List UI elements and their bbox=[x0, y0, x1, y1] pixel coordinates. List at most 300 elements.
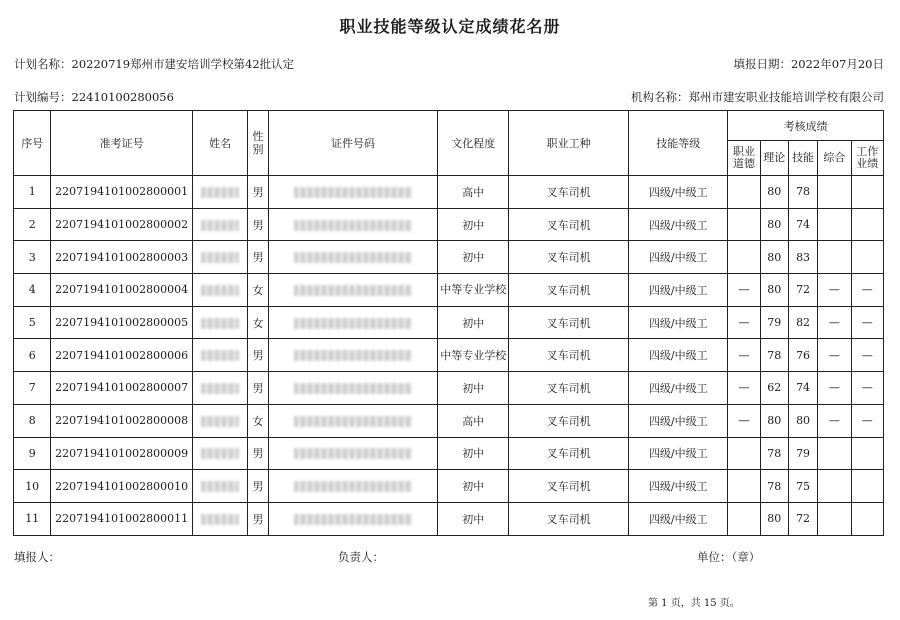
cell-overall-text: — bbox=[828, 414, 840, 428]
cell-work bbox=[851, 274, 883, 307]
cell-work-text: — bbox=[861, 414, 873, 428]
col-header-overall: 综合 bbox=[818, 141, 851, 176]
cell-work bbox=[851, 339, 883, 372]
col-header-assessment: 考核成绩 bbox=[728, 111, 884, 141]
cell-job-text: 叉车司机 bbox=[546, 447, 591, 461]
cell-seq bbox=[14, 372, 51, 405]
cell-name bbox=[192, 437, 248, 470]
cell-exam-no-text: 2207194101002800004 bbox=[55, 283, 189, 297]
cell-overall bbox=[818, 372, 851, 405]
table-row bbox=[14, 339, 884, 372]
cell-skill-text: 83 bbox=[796, 250, 811, 264]
cell-education bbox=[438, 502, 509, 535]
redacted-name bbox=[201, 285, 239, 296]
cell-ethics bbox=[728, 502, 760, 535]
cell-skill bbox=[788, 241, 817, 274]
cell-skill-text: 80 bbox=[796, 414, 811, 428]
cell-level bbox=[629, 339, 728, 372]
cell-gender-text: 男 bbox=[252, 447, 264, 461]
cell-level-text: 四级/中级工 bbox=[648, 218, 708, 232]
cell-name bbox=[192, 241, 248, 274]
cell-id-no bbox=[268, 208, 438, 241]
cell-work bbox=[851, 404, 883, 437]
cell-level bbox=[629, 404, 728, 437]
cell-theory-text: 80 bbox=[767, 414, 782, 428]
cell-theory-text: 78 bbox=[767, 479, 782, 493]
cell-skill-text: 72 bbox=[796, 283, 811, 297]
cell-skill bbox=[788, 470, 817, 503]
cell-overall-text: — bbox=[828, 316, 840, 330]
cell-work bbox=[851, 502, 883, 535]
cell-exam-no bbox=[51, 208, 192, 241]
cell-work bbox=[851, 437, 883, 470]
cell-seq bbox=[14, 241, 51, 274]
cell-theory bbox=[760, 274, 788, 307]
cell-level-text: 四级/中级工 bbox=[648, 283, 708, 297]
cell-education bbox=[438, 306, 509, 339]
table-row bbox=[14, 404, 884, 437]
cell-level bbox=[629, 241, 728, 274]
cell-job-text: 叉车司机 bbox=[546, 218, 591, 232]
cell-ethics bbox=[728, 404, 760, 437]
cell-ethics bbox=[728, 372, 760, 405]
cell-job bbox=[509, 437, 629, 470]
redacted-name bbox=[201, 383, 239, 394]
cell-skill bbox=[788, 404, 817, 437]
cell-ethics-text: — bbox=[738, 316, 750, 330]
cell-exam-no-text: 2207194101002800005 bbox=[55, 316, 189, 330]
redacted-name bbox=[201, 416, 239, 427]
cell-id-no bbox=[268, 241, 438, 274]
cell-id-no bbox=[268, 306, 438, 339]
cell-work-text: — bbox=[861, 283, 873, 297]
table-row bbox=[14, 241, 884, 274]
cell-seq bbox=[14, 274, 51, 307]
cell-overall bbox=[818, 306, 851, 339]
cell-education bbox=[438, 404, 509, 437]
cell-level-text: 四级/中级工 bbox=[648, 381, 708, 395]
col-header-gender: 性别 bbox=[248, 111, 268, 176]
cell-skill-text: 75 bbox=[796, 479, 811, 493]
cell-theory bbox=[760, 241, 788, 274]
redacted-id bbox=[294, 252, 412, 263]
cell-id-no bbox=[268, 437, 438, 470]
cell-work-text: — bbox=[861, 316, 873, 330]
cell-ethics bbox=[728, 339, 760, 372]
cell-job-text: 叉车司机 bbox=[546, 251, 591, 265]
redacted-name bbox=[201, 350, 239, 361]
cell-gender bbox=[248, 470, 268, 503]
cell-theory-text: 80 bbox=[767, 512, 782, 526]
cell-gender-text: 男 bbox=[252, 349, 264, 363]
redacted-name bbox=[201, 187, 239, 198]
cell-work-text: — bbox=[861, 381, 873, 395]
cell-work bbox=[851, 372, 883, 405]
cell-id-no bbox=[268, 372, 438, 405]
cell-education bbox=[438, 437, 509, 470]
cell-ethics-text: — bbox=[738, 381, 750, 395]
cell-level bbox=[629, 306, 728, 339]
cell-work bbox=[851, 176, 883, 209]
col-header-job: 职业工种 bbox=[509, 111, 629, 176]
cell-theory bbox=[760, 437, 788, 470]
cell-job-text: 叉车司机 bbox=[546, 185, 591, 199]
score-roster-table bbox=[13, 110, 884, 536]
cell-skill bbox=[788, 208, 817, 241]
cell-exam-no bbox=[51, 176, 192, 209]
cell-gender bbox=[248, 306, 268, 339]
cell-id-no bbox=[268, 274, 438, 307]
cell-education-text: 初中 bbox=[462, 480, 485, 494]
cell-seq-text: 3 bbox=[28, 250, 36, 264]
cell-exam-no-text: 2207194101002800011 bbox=[55, 512, 189, 526]
col-header-id-no: 证件号码 bbox=[268, 111, 438, 176]
redacted-name bbox=[201, 252, 239, 263]
cell-theory bbox=[760, 470, 788, 503]
cell-level bbox=[629, 470, 728, 503]
cell-level-text: 四级/中级工 bbox=[648, 349, 708, 363]
cell-exam-no-text: 2207194101002800009 bbox=[55, 446, 189, 460]
cell-theory bbox=[760, 372, 788, 405]
cell-level-text: 四级/中级工 bbox=[648, 480, 708, 494]
table-row bbox=[14, 502, 884, 535]
cell-name bbox=[192, 339, 248, 372]
cell-education-text: 初中 bbox=[462, 316, 485, 330]
cell-gender bbox=[248, 404, 268, 437]
redacted-name bbox=[201, 514, 239, 525]
col-header-ethics: 职业道德 bbox=[728, 141, 760, 176]
cell-id-no bbox=[268, 502, 438, 535]
cell-job bbox=[509, 404, 629, 437]
cell-job bbox=[509, 339, 629, 372]
fill-date: 填报日期：2022年07月20日 bbox=[733, 57, 884, 71]
cell-gender bbox=[248, 241, 268, 274]
col-header-name: 姓名 bbox=[192, 111, 248, 176]
cell-job bbox=[509, 241, 629, 274]
cell-exam-no bbox=[51, 372, 192, 405]
plan-number: 计划编号：22410100280056 bbox=[14, 90, 174, 104]
redacted-id bbox=[294, 514, 412, 525]
cell-id-no bbox=[268, 470, 438, 503]
col-header-seq: 序号 bbox=[14, 111, 51, 176]
cell-job bbox=[509, 470, 629, 503]
redacted-id bbox=[294, 318, 412, 329]
cell-work bbox=[851, 306, 883, 339]
cell-education-text: 初中 bbox=[462, 251, 485, 265]
table-row bbox=[14, 176, 884, 209]
cell-job-text: 叉车司机 bbox=[546, 381, 591, 395]
cell-education-text: 初中 bbox=[462, 447, 485, 461]
cell-seq-text: 2 bbox=[28, 218, 36, 232]
cell-seq bbox=[14, 502, 51, 535]
cell-theory bbox=[760, 404, 788, 437]
cell-gender-text: 女 bbox=[252, 414, 264, 428]
cell-theory-text: 80 bbox=[767, 218, 782, 232]
cell-skill bbox=[788, 274, 817, 307]
cell-ethics bbox=[728, 208, 760, 241]
cell-name bbox=[192, 176, 248, 209]
cell-name bbox=[192, 274, 248, 307]
col-header-level: 技能等级 bbox=[629, 111, 728, 176]
cell-work bbox=[851, 241, 883, 274]
cell-level-text: 四级/中级工 bbox=[648, 447, 708, 461]
cell-theory-text: 62 bbox=[767, 381, 782, 395]
cell-gender-text: 男 bbox=[252, 218, 264, 232]
table-row bbox=[14, 372, 884, 405]
cell-seq bbox=[14, 470, 51, 503]
cell-exam-no-text: 2207194101002800007 bbox=[55, 381, 189, 395]
cell-ethics bbox=[728, 470, 760, 503]
cell-exam-no bbox=[51, 502, 192, 535]
cell-skill bbox=[788, 372, 817, 405]
redacted-id bbox=[294, 416, 412, 427]
cell-ethics-text: — bbox=[738, 414, 750, 428]
cell-overall bbox=[818, 470, 851, 503]
cell-skill-text: 79 bbox=[796, 446, 811, 460]
cell-exam-no-text: 2207194101002800008 bbox=[55, 414, 189, 428]
col-header-exam-no: 准考证号 bbox=[51, 111, 192, 176]
cell-gender-text: 男 bbox=[252, 185, 264, 199]
redacted-id bbox=[294, 220, 412, 231]
cell-seq-text: 6 bbox=[28, 348, 36, 362]
cell-level bbox=[629, 437, 728, 470]
cell-education bbox=[438, 208, 509, 241]
cell-skill-text: 74 bbox=[796, 218, 811, 232]
cell-skill bbox=[788, 176, 817, 209]
cell-name bbox=[192, 404, 248, 437]
cell-gender bbox=[248, 208, 268, 241]
cell-id-no bbox=[268, 404, 438, 437]
cell-overall-text: — bbox=[828, 381, 840, 395]
cell-education bbox=[438, 241, 509, 274]
cell-gender bbox=[248, 274, 268, 307]
cell-skill-text: 72 bbox=[796, 512, 811, 526]
cell-gender-text: 男 bbox=[252, 512, 264, 526]
cell-ethics bbox=[728, 274, 760, 307]
table-row bbox=[14, 274, 884, 307]
page-indicator: 第 1 页，共 15 页。 bbox=[648, 598, 740, 609]
cell-theory bbox=[760, 306, 788, 339]
cell-ethics bbox=[728, 176, 760, 209]
cell-level bbox=[629, 502, 728, 535]
cell-work bbox=[851, 208, 883, 241]
redacted-name bbox=[201, 448, 239, 459]
table-row bbox=[14, 470, 884, 503]
cell-level bbox=[629, 176, 728, 209]
cell-seq-text: 4 bbox=[28, 283, 36, 297]
cell-skill bbox=[788, 502, 817, 535]
cell-overall bbox=[818, 437, 851, 470]
cell-seq-text: 7 bbox=[28, 381, 36, 395]
cell-gender-text: 男 bbox=[252, 251, 264, 265]
cell-job-text: 叉车司机 bbox=[546, 512, 591, 526]
cell-gender-text: 男 bbox=[252, 381, 264, 395]
table-row bbox=[14, 306, 884, 339]
cell-education-text: 中等专业学校 bbox=[440, 283, 507, 297]
cell-exam-no bbox=[51, 306, 192, 339]
cell-education bbox=[438, 372, 509, 405]
cell-ethics-text: — bbox=[738, 348, 750, 362]
cell-name bbox=[192, 208, 248, 241]
cell-skill bbox=[788, 437, 817, 470]
cell-overall bbox=[818, 502, 851, 535]
cell-education bbox=[438, 339, 509, 372]
cell-level bbox=[629, 208, 728, 241]
cell-exam-no bbox=[51, 339, 192, 372]
cell-overall bbox=[818, 274, 851, 307]
cell-education-text: 初中 bbox=[462, 512, 485, 526]
cell-overall bbox=[818, 208, 851, 241]
cell-seq bbox=[14, 339, 51, 372]
cell-exam-no bbox=[51, 437, 192, 470]
cell-exam-no bbox=[51, 404, 192, 437]
cell-job-text: 叉车司机 bbox=[546, 283, 591, 297]
cell-overall-text: — bbox=[828, 283, 840, 297]
cell-level bbox=[629, 372, 728, 405]
cell-job bbox=[509, 274, 629, 307]
cell-ethics bbox=[728, 437, 760, 470]
plan-name: 计划名称：20220719郑州市建安培训学校第42批认定 bbox=[14, 57, 295, 71]
cell-job bbox=[509, 306, 629, 339]
cell-work-text: — bbox=[861, 348, 873, 362]
cell-education bbox=[438, 176, 509, 209]
responsible-label: 负责人： bbox=[338, 550, 384, 564]
cell-seq bbox=[14, 208, 51, 241]
redacted-id bbox=[294, 187, 412, 198]
cell-exam-no bbox=[51, 241, 192, 274]
cell-overall-text: — bbox=[828, 348, 840, 362]
cell-education bbox=[438, 274, 509, 307]
cell-name bbox=[192, 502, 248, 535]
cell-education-text: 中等专业学校 bbox=[440, 348, 507, 362]
cell-theory-text: 79 bbox=[767, 316, 782, 330]
cell-education-text: 高中 bbox=[462, 185, 485, 199]
cell-seq-text: 8 bbox=[28, 414, 36, 428]
cell-exam-no-text: 2207194101002800002 bbox=[55, 218, 189, 232]
cell-skill bbox=[788, 339, 817, 372]
cell-gender bbox=[248, 502, 268, 535]
organization-name: 机构名称：郑州市建安职业技能培训学校有限公司 bbox=[631, 90, 884, 104]
cell-overall bbox=[818, 241, 851, 274]
col-header-education: 文化程度 bbox=[438, 111, 509, 176]
cell-skill-text: 74 bbox=[796, 381, 811, 395]
cell-id-no bbox=[268, 176, 438, 209]
cell-ethics bbox=[728, 241, 760, 274]
cell-level-text: 四级/中级工 bbox=[648, 414, 708, 428]
cell-skill bbox=[788, 306, 817, 339]
redacted-name bbox=[201, 318, 239, 329]
cell-gender-text: 女 bbox=[252, 283, 264, 297]
cell-theory-text: 78 bbox=[767, 446, 782, 460]
redacted-id bbox=[294, 481, 412, 492]
cell-exam-no-text: 2207194101002800010 bbox=[55, 479, 189, 493]
cell-seq-text: 11 bbox=[25, 512, 40, 526]
cell-seq bbox=[14, 404, 51, 437]
cell-gender-text: 女 bbox=[252, 316, 264, 330]
cell-job bbox=[509, 176, 629, 209]
cell-seq-text: 5 bbox=[28, 316, 36, 330]
cell-id-no bbox=[268, 339, 438, 372]
cell-education bbox=[438, 470, 509, 503]
cell-exam-no bbox=[51, 470, 192, 503]
cell-education-text: 初中 bbox=[462, 381, 485, 395]
cell-exam-no bbox=[51, 274, 192, 307]
cell-seq bbox=[14, 306, 51, 339]
redacted-name bbox=[201, 481, 239, 492]
cell-theory-text: 78 bbox=[767, 348, 782, 362]
cell-job-text: 叉车司机 bbox=[546, 316, 591, 330]
cell-name bbox=[192, 372, 248, 405]
cell-seq-text: 9 bbox=[28, 446, 36, 460]
unit-seal-label: 单位：（章） bbox=[697, 550, 761, 564]
cell-name bbox=[192, 306, 248, 339]
cell-education-text: 高中 bbox=[462, 414, 485, 428]
cell-ethics bbox=[728, 306, 760, 339]
redacted-id bbox=[294, 285, 412, 296]
cell-overall bbox=[818, 404, 851, 437]
cell-job bbox=[509, 502, 629, 535]
cell-theory-text: 80 bbox=[767, 185, 782, 199]
cell-job bbox=[509, 208, 629, 241]
cell-gender-text: 男 bbox=[252, 480, 264, 494]
cell-seq-text: 10 bbox=[25, 479, 40, 493]
cell-gender bbox=[248, 339, 268, 372]
cell-work bbox=[851, 470, 883, 503]
cell-gender bbox=[248, 372, 268, 405]
cell-theory bbox=[760, 176, 788, 209]
redacted-id bbox=[294, 448, 412, 459]
cell-skill-text: 82 bbox=[796, 316, 811, 330]
cell-job-text: 叉车司机 bbox=[546, 414, 591, 428]
redacted-id bbox=[294, 383, 412, 394]
filler-label: 填报人： bbox=[14, 550, 60, 564]
cell-overall bbox=[818, 176, 851, 209]
cell-skill-text: 78 bbox=[796, 185, 811, 199]
cell-seq-text: 1 bbox=[28, 185, 36, 199]
cell-level-text: 四级/中级工 bbox=[648, 512, 708, 526]
cell-level-text: 四级/中级工 bbox=[648, 251, 708, 265]
col-header-work: 工作业绩 bbox=[851, 141, 883, 176]
cell-overall bbox=[818, 339, 851, 372]
cell-exam-no-text: 2207194101002800003 bbox=[55, 250, 189, 264]
redacted-id bbox=[294, 350, 412, 361]
cell-seq bbox=[14, 176, 51, 209]
cell-job bbox=[509, 372, 629, 405]
cell-education-text: 初中 bbox=[462, 218, 485, 232]
table-row bbox=[14, 208, 884, 241]
col-header-skill: 技能 bbox=[788, 141, 817, 176]
cell-seq bbox=[14, 437, 51, 470]
redacted-name bbox=[201, 220, 239, 231]
cell-level-text: 四级/中级工 bbox=[648, 316, 708, 330]
cell-theory bbox=[760, 502, 788, 535]
cell-job-text: 叉车司机 bbox=[546, 480, 591, 494]
cell-level-text: 四级/中级工 bbox=[648, 185, 708, 199]
cell-level bbox=[629, 274, 728, 307]
cell-theory-text: 80 bbox=[767, 250, 782, 264]
document-title: 职业技能等级认定成绩花名册 bbox=[339, 17, 561, 36]
col-header-theory: 理论 bbox=[760, 141, 788, 176]
cell-gender bbox=[248, 176, 268, 209]
cell-theory bbox=[760, 339, 788, 372]
cell-exam-no-text: 2207194101002800001 bbox=[55, 185, 189, 199]
cell-skill-text: 76 bbox=[796, 348, 811, 362]
table-row bbox=[14, 437, 884, 470]
cell-name bbox=[192, 470, 248, 503]
cell-ethics-text: — bbox=[738, 283, 750, 297]
cell-theory bbox=[760, 208, 788, 241]
cell-gender bbox=[248, 437, 268, 470]
